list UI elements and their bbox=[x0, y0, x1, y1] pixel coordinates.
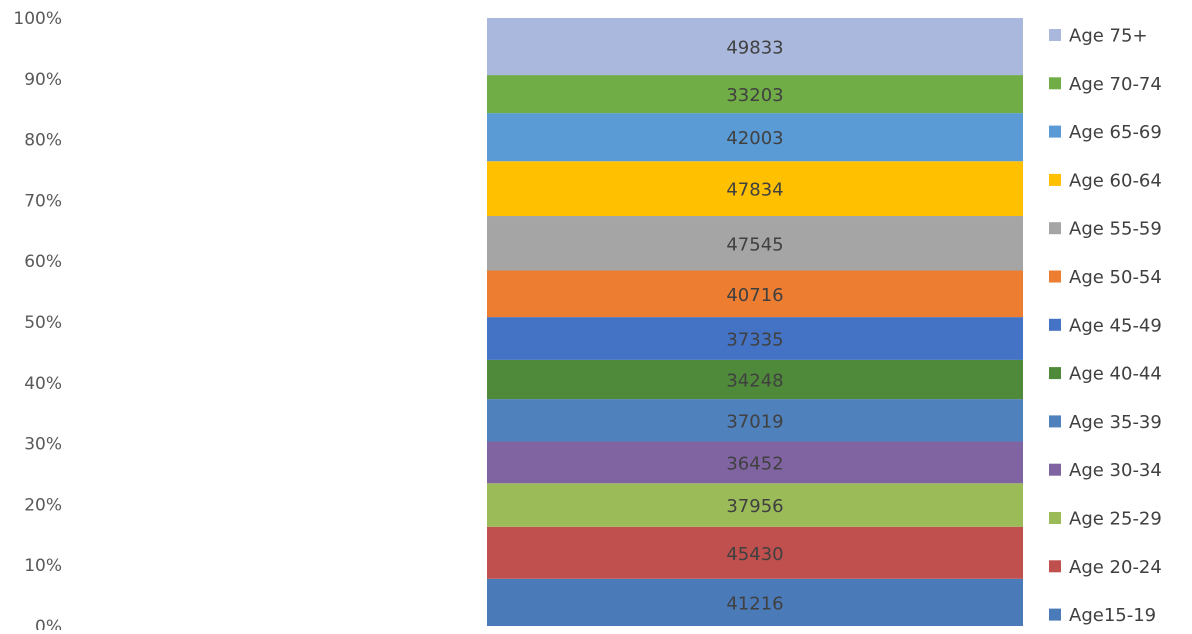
legend bbox=[1049, 26, 1162, 627]
data-label: 47545 bbox=[726, 234, 784, 256]
data-label: 33203 bbox=[726, 85, 784, 107]
legend-swatch bbox=[1049, 415, 1061, 427]
legend-label: Age 50-54 bbox=[1069, 267, 1162, 288]
legend-label: Age 70-74 bbox=[1069, 73, 1162, 95]
data-label: 37019 bbox=[726, 411, 784, 433]
data-label: 36452 bbox=[726, 453, 784, 475]
y-tick-label: 30% bbox=[24, 434, 62, 455]
legend-swatch bbox=[1049, 464, 1061, 476]
y-tick-label: 60% bbox=[24, 252, 62, 273]
y-tick-label: 20% bbox=[24, 495, 62, 516]
y-tick-label: 50% bbox=[24, 313, 62, 333]
data-label: 47834 bbox=[726, 179, 784, 201]
legend-label: Age 60-64 bbox=[1069, 170, 1162, 192]
legend-swatch bbox=[1049, 174, 1061, 186]
y-tick-label: 80% bbox=[24, 130, 62, 151]
legend-swatch bbox=[1049, 271, 1061, 283]
legend-label: Age 30-34 bbox=[1069, 460, 1162, 482]
data-label: 40716 bbox=[726, 284, 784, 306]
legend-swatch bbox=[1049, 512, 1061, 524]
legend-label: Age15-19 bbox=[1069, 605, 1157, 627]
legend-swatch bbox=[1049, 319, 1061, 331]
data-label: 49833 bbox=[726, 37, 784, 59]
legend-label: Age 55-59 bbox=[1069, 218, 1162, 240]
y-tick-label: 40% bbox=[24, 373, 62, 394]
legend-swatch bbox=[1049, 222, 1061, 234]
bar-stack bbox=[487, 18, 1023, 626]
legend-label: Age 75+ bbox=[1069, 25, 1148, 47]
data-label: 41216 bbox=[726, 593, 784, 615]
legend-label: Age 45-49 bbox=[1069, 315, 1162, 337]
data-label: 45430 bbox=[726, 543, 784, 565]
legend-swatch bbox=[1049, 609, 1061, 621]
legend-label: Age 40-44 bbox=[1069, 363, 1162, 385]
legend-swatch bbox=[1049, 29, 1061, 41]
legend-swatch bbox=[1049, 77, 1061, 89]
y-tick-label: 10% bbox=[24, 556, 62, 577]
legend-label: Age 25-29 bbox=[1069, 508, 1162, 530]
data-label: 37956 bbox=[726, 496, 784, 518]
data-label: 37335 bbox=[726, 329, 784, 351]
y-tick-label: 100% bbox=[13, 9, 62, 29]
legend-swatch bbox=[1049, 367, 1061, 379]
y-axis bbox=[13, 9, 62, 630]
data-label: 42003 bbox=[726, 128, 784, 150]
data-label: 34248 bbox=[726, 370, 784, 392]
legend-label: Age 35-39 bbox=[1069, 411, 1162, 433]
legend-label: Age 20-24 bbox=[1069, 556, 1162, 578]
y-tick-label: 90% bbox=[24, 69, 62, 90]
legend-swatch bbox=[1049, 560, 1061, 572]
y-tick-label: 70% bbox=[24, 191, 62, 212]
legend-swatch bbox=[1049, 126, 1061, 138]
legend-label: Age 65-69 bbox=[1069, 122, 1162, 144]
y-tick-label: 0% bbox=[35, 617, 62, 630]
